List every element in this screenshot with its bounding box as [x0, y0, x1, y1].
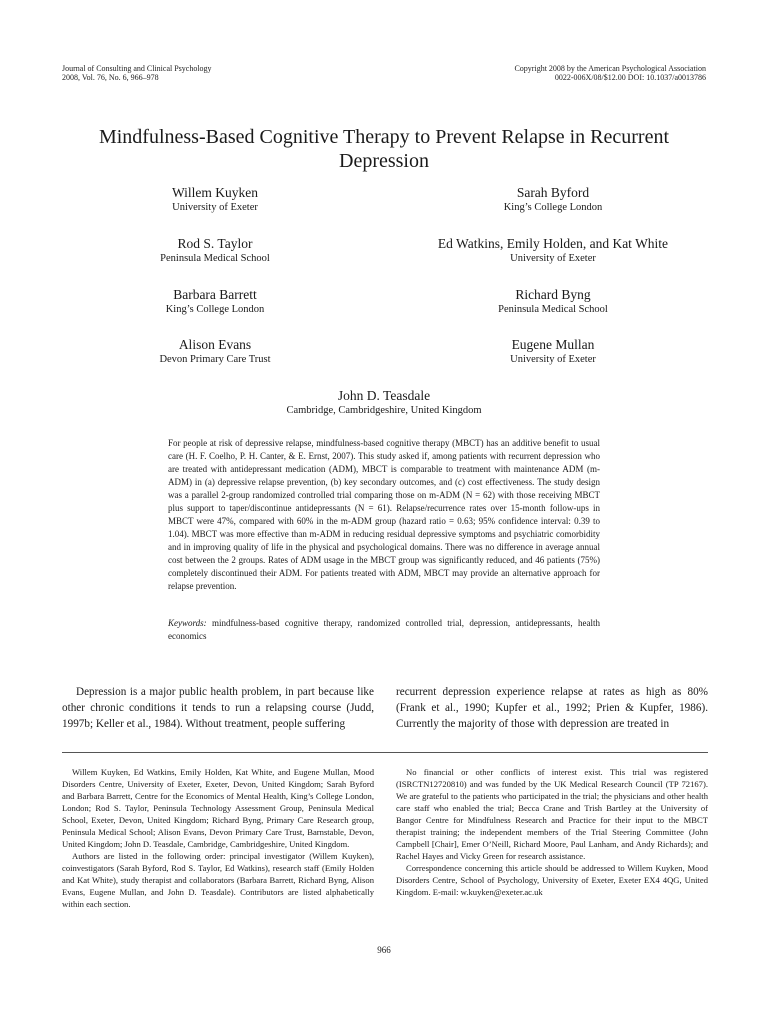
keywords-label: Keywords:	[168, 618, 207, 628]
author-affiliation: King’s College London	[503, 202, 603, 213]
author-name: Richard Byng	[515, 287, 591, 302]
author-name: Eugene Mullan	[511, 337, 595, 352]
author-block	[388, 337, 718, 366]
footnote-divider	[62, 752, 708, 753]
body-text-right-column: recurrent depression experience relapse at rates as high as 80% (Frank et al., 1990; Kupfer et al., 1992; Prien & Kupfer, 1986). Currently the majority of those with depression are treated in	[396, 686, 708, 730]
author-affiliation: Peninsula Medical School	[160, 253, 270, 264]
author-name: Barbara Barrett	[173, 287, 257, 302]
author-affiliation: King’s College London	[165, 304, 265, 315]
author-affiliations-note: Willem Kuyken, Ed Watkins, Emily Holden, Kat White, and Eugene Mullan, Mood Disorders Centre, University of Exeter, Exeter, Devon, United Kingdom; Sarah Byford and Barbara Barrett, Centre for the Economics of Mental Health, King’s College London, London; Rod S. Taylor, Peninsula Technology Assessment Group, Peninsula Medical School, Exeter, Devon, United Kingdom; Richard Byng, Primary Care Research group, Peninsula Medical School; Alison Evans, Devon Primary Care Trust, Barnstable, Devon, United Kingdom; John D. Teasdale, Cambridge, Cambridgeshire, United Kingdom.	[62, 767, 374, 849]
author-block	[219, 388, 549, 417]
author-affiliation: Peninsula Medical School	[498, 304, 608, 315]
doi-line: 0022-006X/08/$12.00 DOI: 10.1037/a0013786	[554, 73, 706, 82]
funding-note: No financial or other conflicts of interest exist. This trial was registered (ISRCTN12720810) and was funded by the UK Medical Research Council (TP 72167). We are grateful to the patients who participated in the trial; the physicians and other health care staff who enabled the trial; Becca Crane and Trish Bartley at the University of Bangor Centre for Mindfulness Research and Practice for their input to the MBCT therapist training; the independent members of the Trial Steering Committee (John Campbell [Chair], Emer O’Neill, Richard Moore, Paul Lanham, and Andy Richards); and Rachel Hayes and Vicky Green for research assistance.	[396, 767, 708, 861]
keywords	[168, 617, 600, 643]
author-block	[50, 185, 380, 214]
author-name: Rod S. Taylor	[177, 236, 253, 251]
author-name: Ed Watkins, Emily Holden, and Kat White	[437, 236, 669, 251]
footnotes-right-column	[396, 766, 708, 898]
paper-title: Mindfulness-Based Cognitive Therapy to Prevent Relapse in Recurrent Depression	[98, 126, 670, 173]
author-block	[388, 236, 718, 265]
body-text-left-column: Depression is a major public health problem, in part because like other chronic conditions it tends to run a relapsing course (Judd, 1997b; Keller et al., 1984). Without treatment, people suffering	[62, 686, 374, 730]
author-block	[388, 287, 718, 316]
author-order-note: Authors are listed in the following order: principal investigator (Willem Kuyken), coinvestigators (Sarah Byford, Rod S. Taylor, Ed Watkins), research staff (Emily Holden and Kat White), study therapist and collaborators (Barbara Barrett, Richard Byng, Alison Evans, Eugene Mullan, and John D. Teasdale). Contributors are listed alphabetically within each section.	[62, 851, 374, 909]
keywords-text: mindfulness-based cognitive therapy, randomized controlled trial, depression, antidepressants, health economics	[168, 618, 601, 641]
author-affiliation: University of Exeter	[172, 202, 258, 213]
copyright-line: Copyright 2008 by the American Psychological Association	[514, 64, 706, 73]
author-affiliation: Cambridge, Cambridgeshire, United Kingdom	[286, 405, 482, 416]
author-name: Willem Kuyken	[171, 185, 259, 200]
footnotes-left-column	[62, 766, 374, 910]
journal-header	[62, 64, 212, 82]
abstract: For people at risk of depressive relapse, mindfulness-based cognitive therapy (MBCT) has an additive benefit to usual care (H. F. Coelho, P. H. Canter, & E. Ernst, 2007). This study asked if, among patients with recurrent depression who are treated with antidepressant medication (ADM), MBCT is comparable to treatment with maintenance ADM (m-ADM) in (a) depressive relapse prevention, (b) key secondary outcomes, and (c) cost effectiveness. The study design was a parallel 2-group randomized controlled trial comparing those on m-ADM (N = 62) with those receiving MBCT plus support to taper/discontinue antidepressants (N = 61). Relapse/recurrence rates over 15-month follow-ups in MBCT were 47%, compared with 60% in the m-ADM group (hazard ratio = 0.63; 95% confidence interval: 0.39 to 1.04). MBCT was more effective than m-ADM in reducing residual depressive symptoms and psychiatric comorbidity and in improving quality of life in the physical and psychological domains. There was no difference in average annual cost between the 2 groups. Rates of ADM usage in the MBCT group was significantly reduced, and 46 patients (75%) completely discontinued their ADM. For patients treated with ADM, MBCT may provide an alternative approach for relapse prevention.	[168, 438, 600, 591]
correspondence-note: Correspondence concerning this article should be addressed to Willem Kuyken, Mood Disorders Centre, School of Psychology, University of Exeter, Exeter EX4 4QG, United Kingdom. E-mail: w.kuyken@exeter.ac.uk	[396, 863, 708, 897]
journal-volume: 2008, Vol. 76, No. 6, 966–978	[62, 73, 159, 82]
author-block	[50, 337, 380, 366]
author-affiliation: Devon Primary Care Trust	[159, 354, 271, 365]
author-name: Sarah Byford	[516, 185, 590, 200]
author-block	[50, 236, 380, 265]
author-affiliation: University of Exeter	[510, 253, 596, 264]
journal-name: Journal of Consulting and Clinical Psychology	[62, 64, 212, 73]
author-block	[50, 287, 380, 316]
copyright-header	[514, 64, 706, 82]
author-affiliation: University of Exeter	[510, 354, 596, 365]
author-name: John D. Teasdale	[337, 388, 431, 403]
author-block	[388, 185, 718, 214]
page-number: 966	[377, 945, 391, 955]
author-name: Alison Evans	[178, 337, 252, 352]
